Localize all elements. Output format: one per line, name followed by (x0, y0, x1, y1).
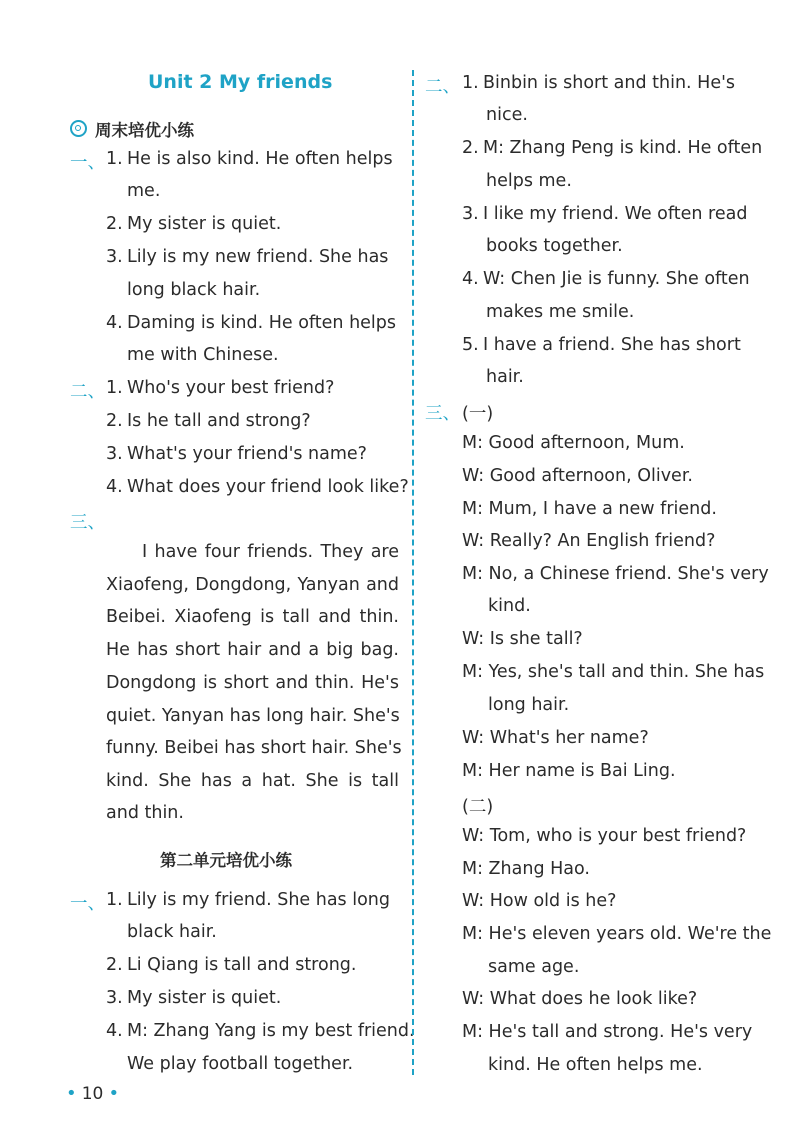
dialog-line: W: What does he look like? (462, 989, 698, 1009)
item-number: 3. (106, 247, 123, 267)
left-s1-number: 一、 (70, 153, 105, 173)
item-number: 2. (106, 411, 123, 431)
dialog-line: M: Zhang Hao. (462, 859, 590, 879)
item-number: 3. (106, 444, 123, 464)
item-line: helps me. (486, 171, 572, 191)
passage-line: and thin. (106, 803, 184, 823)
dialog-line: kind. He often helps me. (488, 1055, 703, 1075)
item-line: We play football together. (127, 1054, 354, 1074)
dialog-line: W: Is she tall? (462, 629, 583, 649)
item-line: He is also kind. He often helps (127, 149, 393, 169)
item-line: makes me smile. (486, 302, 635, 322)
item-line: M: Zhang Yang is my best friend. (127, 1021, 415, 1041)
dialog-line: W: Really? An English friend? (462, 531, 716, 551)
item-number: 3. (462, 204, 479, 224)
item-line: Who's your best friend? (127, 378, 335, 398)
dialog-line: M: He's eleven years old. We're the (462, 924, 772, 944)
right-s2-number: 二、 (425, 77, 460, 97)
item-line: W: Chen Jie is funny. She often (483, 269, 750, 289)
passage-line: funny. Beibei has short hair. She's (106, 738, 402, 758)
item-line: hair. (486, 367, 524, 387)
page-number (66, 1083, 119, 1104)
item-number: 3. (106, 988, 123, 1008)
item-number: 4. (106, 1021, 123, 1041)
item-line: Lily is my friend. She has long (127, 890, 391, 910)
item-line: books together. (486, 236, 623, 256)
item-line: Binbin is short and thin. He's (483, 73, 736, 93)
item-number: 4. (106, 477, 123, 497)
unit-s1-number: 一、 (70, 894, 105, 914)
dialog-line: W: What's her name? (462, 728, 649, 748)
passage-line: I have four friends. They are (142, 542, 399, 562)
dialog-line: M: Mum, I have a new friend. (462, 499, 717, 519)
item-number: 5. (462, 335, 479, 355)
dialog-line: W: Tom, who is your best friend? (462, 826, 747, 846)
item-line: Li Qiang is tall and strong. (127, 955, 357, 975)
dialog-line: M: He's tall and strong. He's very (462, 1022, 753, 1042)
item-number: 1. (106, 378, 123, 398)
weekend-practice-label: 周末培优小练 (95, 121, 194, 140)
item-line: me with Chinese. (127, 345, 279, 365)
item-line: I have a friend. She has short (483, 335, 741, 355)
dialog-line: M: Her name is Bai Ling. (462, 761, 676, 781)
item-line: nice. (486, 105, 528, 125)
item-line: What does your friend look like? (127, 477, 409, 497)
item-number: 2. (106, 214, 123, 234)
dot-icon: • (108, 1083, 120, 1104)
passage-line: He has short hair and a big bag. (106, 640, 399, 660)
part2-label: (二) (462, 797, 494, 817)
item-line: What's your friend's name? (127, 444, 367, 464)
passage-line: Xiaofeng, Dongdong, Yanyan and (106, 575, 399, 595)
weekend-practice-heading (70, 117, 194, 141)
dialog-line: W: How old is he? (462, 891, 617, 911)
item-number: 4. (462, 269, 479, 289)
item-line: My sister is quiet. (127, 988, 282, 1008)
item-line: long black hair. (127, 280, 261, 300)
left-s3-number: 三、 (70, 513, 105, 533)
item-number: 1. (106, 149, 123, 169)
item-line: me. (127, 181, 161, 201)
item-number: 1. (106, 890, 123, 910)
dialog-line: M: No, a Chinese friend. She's very (462, 564, 769, 584)
target-icon (70, 120, 87, 137)
page-title: Unit 2 My friends (148, 71, 333, 93)
dot-icon: • (66, 1083, 77, 1104)
dialog-line: W: Good afternoon, Oliver. (462, 466, 693, 486)
page-number-value: 10 (81, 1084, 104, 1104)
item-number: 2. (462, 138, 479, 158)
dialog-line: same age. (488, 957, 580, 977)
item-number: 2. (106, 955, 123, 975)
passage-line: Beibei. Xiaofeng is tall and thin. (106, 607, 399, 627)
item-line: Is he tall and strong? (127, 411, 311, 431)
dialog-line: M: Yes, she's tall and thin. She has (462, 662, 765, 682)
unit-practice-heading: 第二单元培优小练 (160, 851, 292, 870)
item-line: I like my friend. We often read (483, 204, 748, 224)
passage-line: kind. She has a hat. She is tall (106, 771, 399, 791)
left-s2-number: 二、 (70, 382, 105, 402)
passage-line: Dongdong is short and thin. He's (106, 673, 399, 693)
dialog-line: kind. (488, 596, 531, 616)
column-divider (412, 70, 414, 1075)
item-line: My sister is quiet. (127, 214, 282, 234)
part1-label: (一) (462, 404, 494, 424)
dialog-line: long hair. (488, 695, 570, 715)
item-line: M: Zhang Peng is kind. He often (483, 138, 763, 158)
item-line: black hair. (127, 922, 217, 942)
item-line: Lily is my new friend. She has (127, 247, 389, 267)
item-number: 4. (106, 313, 123, 333)
passage-line: quiet. Yanyan has long hair. She's (106, 706, 400, 726)
dialog-line: M: Good afternoon, Mum. (462, 433, 685, 453)
item-line: Daming is kind. He often helps (127, 313, 397, 333)
right-s3-number: 三、 (425, 404, 460, 424)
item-number: 1. (462, 73, 479, 93)
